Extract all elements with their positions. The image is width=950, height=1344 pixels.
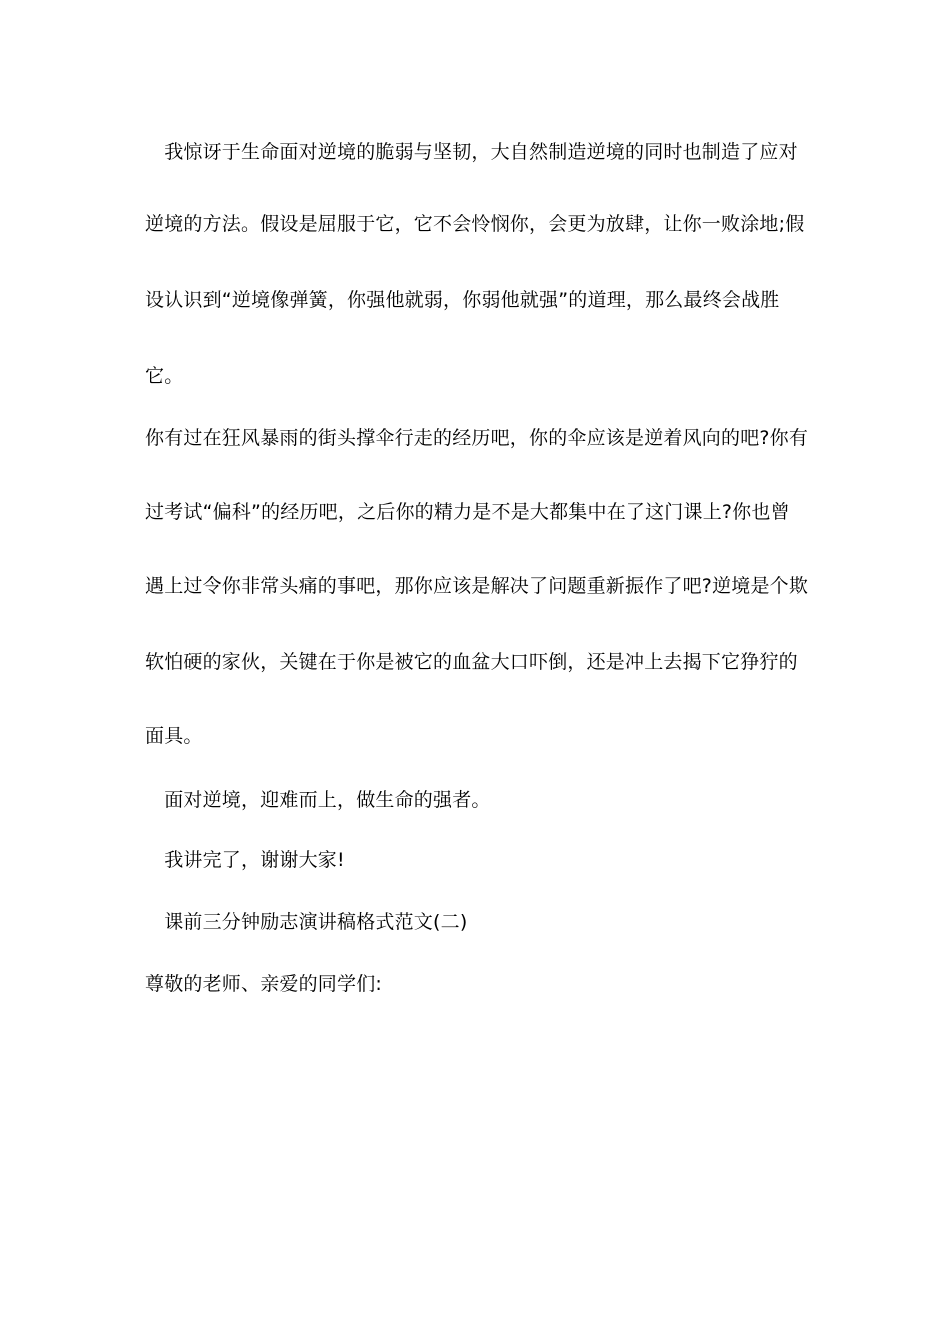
paragraph-2-line-3: 遇上过令你非常头痛的事吧，那你应该是解决了问题重新振作了吧?逆境是个欺 xyxy=(145,575,809,597)
paragraph-2-line-1: 你有过在狂风暴雨的街头撑伞行走的经历吧，你的伞应该是逆着风向的吧?你有 xyxy=(145,427,809,449)
paragraph-2-line-2: 过考试“偏科”的经历吧，之后你的精力是不是大都集中在了这门课上?你也曾 xyxy=(145,501,790,523)
paragraph-4: 我讲完了，谢谢大家! xyxy=(145,849,345,871)
paragraph-1-line-4: 它。 xyxy=(145,365,184,387)
paragraph-3: 面对逆境，迎难而上，做生命的强者。 xyxy=(145,789,491,811)
section-title: 课前三分钟励志演讲稿格式范文(二) xyxy=(145,911,468,933)
paragraph-2-line-5: 面具。 xyxy=(145,725,203,747)
paragraph-1-line-2: 逆境的方法。假设是屈服于它，它不会怜悯你，会更为放肆，让你一败涂地;假 xyxy=(145,213,805,235)
paragraph-1-line-1: 我惊讶于生命面对逆境的脆弱与坚韧，大自然制造逆境的同时也制造了应对 xyxy=(145,141,798,163)
salutation: 尊敬的老师、亲爱的同学们: xyxy=(145,973,383,995)
paragraph-2-line-4: 软怕硬的家伙，关键在于你是被它的血盆大口吓倒，还是冲上去揭下它狰狞的 xyxy=(145,651,798,673)
paragraph-1-line-3: 设认识到“逆境像弹簧，你强他就弱，你弱他就强”的道理，那么最终会战胜 xyxy=(145,289,780,311)
